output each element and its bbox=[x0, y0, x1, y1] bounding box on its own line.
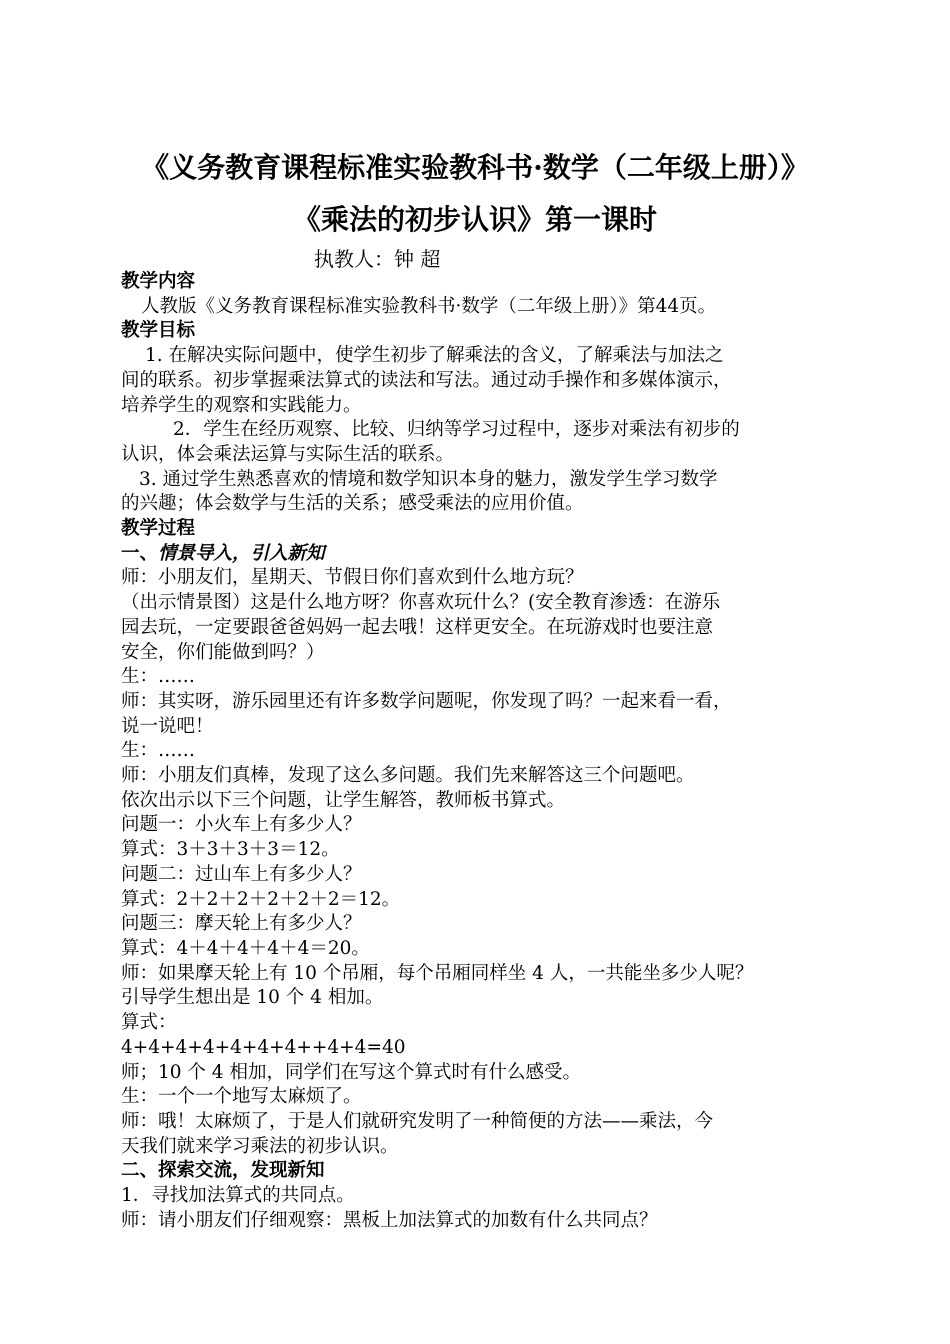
section-1-number: 一、 bbox=[121, 542, 159, 564]
dialogue-line: 说一说吧！ bbox=[121, 715, 214, 737]
question-line: 问题二：过山车上有多少人？ bbox=[121, 863, 362, 885]
formula-line: 算式：2＋2＋2＋2＋2＋2＝12。 bbox=[121, 888, 401, 910]
lesson-title: 《乘法的初步认识》第一课时 bbox=[292, 203, 657, 236]
dialogue-line: 生：一个一个地写太麻烦了。 bbox=[121, 1086, 362, 1108]
dialogue-line: （出示情景图）这是什么地方呀？你喜欢玩什么？(安全教育渗透：在游乐 bbox=[121, 592, 721, 614]
goal-1-line-2: 间的联系。初步掌握乘法算式的读法和写法。通过动手操作和多媒体演示， bbox=[121, 369, 732, 391]
dialogue-line: 师：小朋友们真棒，发现了这么多问题。我们先来解答这三个问题吧。 bbox=[121, 765, 695, 787]
step-line: 1．寻找加法算式的共同点。 bbox=[121, 1185, 355, 1207]
dialogue-line: 园去玩，一定要跟爸爸妈妈一起去哦！这样更安全。在玩游戏时也要注意 bbox=[121, 616, 714, 638]
section-2-heading: 二、探索交流，发现新知 bbox=[121, 1160, 325, 1182]
dialogue-line: 师：哦！太麻烦了，于是人们就研究发明了一种简便的方法——乘法，今 bbox=[121, 1110, 714, 1132]
teaching-content-text: 人教版《义务教育课程标准实验教科书·数学（二年级上册）》第44页。 bbox=[141, 295, 717, 317]
formula-label: 算式： bbox=[121, 1012, 177, 1034]
dialogue-line: 师；10 个 4 相加，同学们在写这个算式时有什么感受。 bbox=[121, 1061, 581, 1083]
section-1-heading bbox=[121, 542, 836, 567]
dialogue-line: 生：…… bbox=[121, 666, 196, 688]
dialogue-line: 天我们就来学习乘法的初步认识。 bbox=[121, 1135, 399, 1157]
dialogue-line: 师：小朋友们，星期天、节假日你们喜欢到什么地方玩？ bbox=[121, 567, 584, 589]
dialogue-line: 师：如果摩天轮上有 10 个吊厢，每个吊厢同样坐 4 人，一共能坐多少人呢？ bbox=[121, 962, 754, 984]
question-line: 问题一：小火车上有多少人？ bbox=[121, 814, 362, 836]
heading-teaching-process: 教学过程 bbox=[121, 518, 196, 540]
teacher-name: 执教人：钟 超 bbox=[314, 247, 441, 271]
formula-line: 算式：4＋4＋4＋4＋4＝20。 bbox=[121, 937, 370, 959]
goal-1-line-3: 培养学生的观察和实践能力。 bbox=[121, 394, 362, 416]
question-line: 问题三：摩天轮上有多少人？ bbox=[121, 913, 362, 935]
heading-teaching-content: 教学内容 bbox=[121, 271, 196, 292]
dialogue-line: 依次出示以下三个问题，让学生解答，教师板书算式。 bbox=[121, 789, 566, 811]
goal-1-line-1: 1. 在解决实际问题中，使学生初步了解乘法的含义，了解乘法与加法之 bbox=[145, 345, 724, 367]
dialogue-line: 安全，你们能做到吗？） bbox=[121, 641, 325, 663]
goal-2-line-1: 2．学生在经历观察、比较、归纳等学习过程中，逐步对乘法有初步的 bbox=[173, 419, 740, 441]
goal-3-line-2: 的兴趣；体会数学与生活的关系；感受乘法的应用价值。 bbox=[121, 493, 584, 515]
dialogue-line: 生：…… bbox=[121, 740, 196, 762]
dialogue-line: 师：其实呀，游乐园里还有许多数学问题呢，你发现了吗？一起来看一看， bbox=[121, 690, 732, 712]
lesson-body bbox=[121, 270, 836, 1233]
goal-2-line-2: 认识，体会乘法运算与实际生活的联系。 bbox=[121, 443, 455, 465]
dialogue-line: 引导学生想出是 10 个 4 相加。 bbox=[121, 987, 384, 1009]
formula-line: 4+4+4+4+4+4+4++4+4=40 bbox=[121, 1036, 406, 1058]
formula-line: 算式：3＋3＋3＋3＝12。 bbox=[121, 839, 340, 861]
document-title: 《义务教育课程标准实验教科书·数学（二年级上册）》 bbox=[141, 151, 809, 184]
section-1-title: 情景导入，引入新知 bbox=[158, 542, 325, 564]
goal-3-line-1: 3. 通过学生熟悉喜欢的情境和数学知识本身的魅力，激发学生学习数学 bbox=[139, 468, 718, 490]
dialogue-line: 师：请小朋友们仔细观察：黑板上加法算式的加数有什么共同点？ bbox=[121, 1209, 658, 1231]
heading-teaching-goals: 教学目标 bbox=[121, 320, 196, 342]
